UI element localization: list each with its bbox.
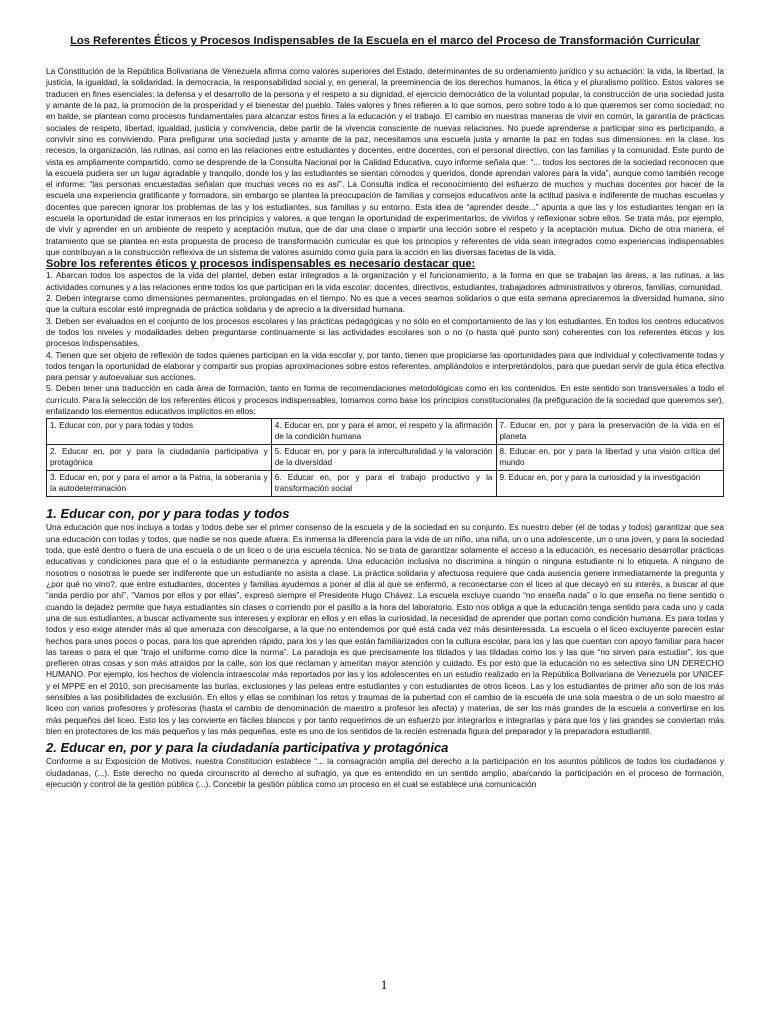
- table-row: [47, 419, 724, 445]
- table-cell: 3. Educar en, por y para el amor a la Patria, la soberanía y la autodeterminación: [47, 471, 272, 497]
- section-1-heading: 1. Educar con, por y para todas y todos: [46, 506, 290, 522]
- table-row: [47, 445, 724, 471]
- table-cell: 9. Educar en, por y para la curiosidad y la investigación: [496, 471, 724, 497]
- section-2-heading: 2. Educar en, por y para la ciudadanía participativa y protagónica: [46, 740, 449, 756]
- point-3: 3. Deben ser evaluados en el conjunto de los procesos escolares y las prácticas pedagógicas y no sólo en el comportamiento de las y los estudiantes. En todos los centros educativos de todos los niveles y modalidades deben preguntarse continuamente si las actividades escolares son o no (o hasta qué punto son) coherentes con los referentes éticos y los procesos indispensables.: [46, 315, 724, 349]
- table-cell: 7. Educar en, por y para la preservación de la vida en el planeta: [496, 419, 724, 445]
- values-table: [46, 418, 724, 497]
- point-5: 5. Deben tener una traducción en cada área de formación, tanto en forma de recomendaciones metodológicas como en los contenidos. En este sentido son transversales a todo el currículo. Para la selección de los referentes éticos y procesos indispensables, tomamos como base los principios constitucionales (la prefiguración de la sociedad que queremos ser), enfatizando los elementos educativos implícitos en ellos:: [46, 383, 724, 417]
- table-cell: 5. Educar en, por y para la interculturalidad y la valoración de la diversidad: [271, 445, 496, 471]
- point-1: 1. Abarcan todos los aspectos de la vida del plantel, deben estar integrados a la organización y el funcionamiento, a la forma en que se trabajan las áreas, a las rutinas, a las actividades comunes y a las relaciones entre todos los que participan en la vida escolar: docentes, directivos, estudiantes, trabajadores administrativos y obreros, familias, comunidad.: [46, 270, 724, 292]
- table-cell: 4. Educar en, por y para el amor, el respeto y la afirmación de la condición humana: [271, 419, 496, 445]
- intro-paragraph: La Constitución de la República Bolivariana de Venezuela afirma como valores superiores del Estado, determinantes de su ordenamiento jurídico y su actuación: la vida, la libertad, la justicia, la igualdad, la solidaridad, la democracia, la responsabilidad social y, en general, la preeminencia de los derechos humanos, la ética y el pluralismo político. Estos valores se traducen en fines esenciales: la defensa y el desarrollo de la persona y el respeto a su dignidad, el ejercicio democrático de la voluntad popular, la construcción de una sociedad justa y amante de la paz, la promoción de la prosperidad y el bienestar del pueblo. Tales valores y fines refieren a lo que somos, pero sobre todo a lo que queremos ser como sociedad; no en balde, se plantean como procesos fundamentales para alcanzar estos fines a la educación y el trabajo. El cambio en nuestras maneras de vivir en común, la garantía de prácticas sociales de respeto, libertad, igualdad, justicia y convivencia, debe partir de la vivencia consciente de nuevas relaciones. No puede aprenderse a participar sino es participando, a convivir sino es conviviendo. Para prefigurar una sociedad justa y amante de la paz, necesitamos una escuela justa y amante la paz en todas sus dimensiones: en la clase, los recesos, la organización, las rutinas, así como en las relaciones entre estudiantes y docentes, entre docentes, con el personal directivo, con las familias y la comunidad. Este punto de vista es ampliamente compartido, como se desprende de la Consulta Nacional por la Calidad Educativa, cuyo informe señala que: “... todos los sectores de la sociedad reconocen que la escuela pudiera ser un lugar agradable y tranquilo, donde los y las estudiantes se sientan cómodos y queridos, donde aprendan valores para la vida”, aunque como también recoge el informe: “las personas encuestadas señalan que muchas veces no es así”. La Consulta indica el reconocimiento del esfuerzo de muchos y muchas docentes por hacer de la escuela una experiencia gratificante y formadora, sin embargo se plantea la preocupación de familias y consejos educativos ante la actitud pasiva e indiferente de muchas escuelas y docentes que parecen ignorar los problemas de las y los estudiantes, sus familias y su entorno. Esta idea de “aprender desde...” apunta a que las y los estudiantes tengan en la escuela la oportunidad de estar inmersos en los principios y valores, a que tengan la oportunidad de experimentarlos, de vivirlos y reflexionar sobre ellos. Se trata más, por ejemplo, de vivir y aprender en un ambiente de respeto y aceptación mutua, que de dar una clase o impartir una lección sobre el respeto y la aceptación mutua. Dicho de otra manera, el tratamiento que se plantea en esta propuesta de proceso de transformación curricular es que los principios y referentes de vida sean integrados como experiencias indispensables que contribuyan a la construcción reflexiva de un sistema de valores asumido como guía para la acción en las diversas facetas de la vida.: [46, 66, 724, 257]
- section-2-body: Conforme a su Exposición de Motivos, nuestra Constitución establece “... la consagración amplia del derecho a la participación en los asuntos públicos de todos los ciudadanos y ciudadanas, (...). Este derecho no queda circunscrito al derecho al sufragio, ya que es entendido en un sentido amplio, abarcando la participación en el proceso de formación, ejecución y control de la gestión pública (...). Concebir la gestión pública como un proceso en el cual se establece una comunicación: [46, 756, 724, 789]
- page-number: 1: [380, 977, 388, 992]
- point-2: 2. Deben integrarse como dimensiones permanentes, prolongadas en el tiempo. No es que a veces seamos solidarios o que esta semana apreciaremos la diversidad humana, sino que la cultura escolar esté impregnada de práctica solidaria y de aprecio a la diversidad humana.: [46, 292, 724, 315]
- table-cell: 1. Educar con, por y para todas y todos: [47, 419, 272, 445]
- table-cell: 8. Educar en, por y para la libertad y una visión crítica del mundo: [496, 445, 724, 471]
- points-heading: Sobre los referentes éticos y procesos indispensables es necesario destacar que:: [46, 258, 476, 271]
- table-row: [47, 471, 724, 497]
- section-1-body: Una educación que nos incluya a todas y todos debe ser el primer consenso de la escuela y de la sociedad en su conjunto. Es nuestro deber (el de todas y todos) garantizar que sea una educación con todas y todos, que nadie se nos quede afuera. Es inmensa la diferencia para la vida de un niño, una niña, un o una adolescente, un o una joven, y para la sociedad toda, que esté dentro o fuera de una escuela o de un liceo o de una escuela técnica. No se trata de garantizar solamente el acceso a la educación, es necesario desarrollar prácticas educativas y condiciones para que el o la estudiante permanezca y aprenda. Una educación inclusiva no discrimina a ningún o ninguna estudiante ni lo etiqueta. A ninguno de nosotros o nosotras le puede ser indiferente que un estudiante no asista a clase. La práctica solidaria y afectuosa requiere que cada ausencia genere inmediatamente la pregunta y ¿por qué no vino?, que entre estudiantes, docentes y familias ayudemos a poner al día al que se enfermó, a reconectarse con el liceo al que decayó en su interés, a buscar al que “anda perdío por ahí”, “Vamos por ellos y por ellas”, expresó siempre el Presidente Hugo Chávez. La escuela excluye cuando “no enseña nada” o lo que enseña no tiene sentido o cuando la dejadez permite que haya estudiantes sin clases o corriendo por el pasillo a la hora del laboratorio. Esto nos obliga a que la educación tenga sentido para cada uno y cada una de sus estudiantes, a buscar activamente sus intereses y explorar en ellos y en ellas la curiosidad, la necesidad de aprender que portan como condición humana. Es para todas y todos y eso exige atender más al que amenaza con descolgarse, a la que no entendemos por qué está cada vez más desinteresada. La escuela o el liceo excluyente parecen estar hechos para unos pocos o pocas, para los que aprenden rápido, para los y las que están familiarizados con la cultura escolar, para los y las que cuentan con apoyo familiar para hacer las tareas o para el que “trajo el uniforme como dice la norma”. La paradoja es que precisamente los tildados y las tildadas como los y las que “no sirven para estudiar”, los que prefieren otras cosas y son más atraídos por la calle, son los que reclaman y ameritan mayor atención y cuidado. Es por esto que la educación no es selectiva sino UN DERECHO HUMANO. Por ejemplo, los hechos de violencia intraescolar más reportados por las y los adolescentes en un estudio realizado en la República Bolivariana de Venezuela por UNICEF y el MPPE en el 2010, son precisamente las burlas, exclusiones y las peleas entre estudiantes y con estudiantes de otros liceos. Las y los estudiantes de primer año son de los más sensibles a las posibilidades de exclusión. En ellos y ellas se combinan los retos y traumas de la pubertad con el cambio de la escuela de una sola maestra o de un solo maestro al liceo con varios profesores y profesoras (hasta el cambio de denominación de maestro a profesor les afecta) y materias, de ser los más grandes de la escuela a convertirse en los más pequeños del liceo. Esto los y las convierte en fáciles blancos y por tanto requerimos de un esfuerzo por integrarlos e integrarlas y para que los y las grandes se conviertan más bien en protectores de los más pequeños y las más pequeñas, este es uno de los sentidos de la recién estrenada figura del preparador y la preparadora estudiantil.: [46, 522, 724, 736]
- document-title: Los Referentes Éticos y Procesos Indispensables de la Escuela en el marco del Proceso de Transformación Curricular: [70, 35, 700, 47]
- point-4: 4. Tienen que ser objeto de reflexión de todos quienes participan en la vida escolar y, por tanto, tienen que propiciarse las oportunidades para que individual y colectivamente todas y todos tengan la oportunidad de elaborar y compartir sus propias aproximaciones sobre estos referentes, ampliándolos e interpretándolos, para que puedan servir de guía ética efectiva para pensar y autoevaluar sus acciones.: [46, 349, 724, 383]
- document-page: [46, 30, 724, 790]
- table-cell: 2. Educar en, por y para la ciudadanía participativa y protagónica: [47, 445, 272, 471]
- table-cell: 6. Educar en, por y para el trabajo productivo y la transformación social: [271, 471, 496, 497]
